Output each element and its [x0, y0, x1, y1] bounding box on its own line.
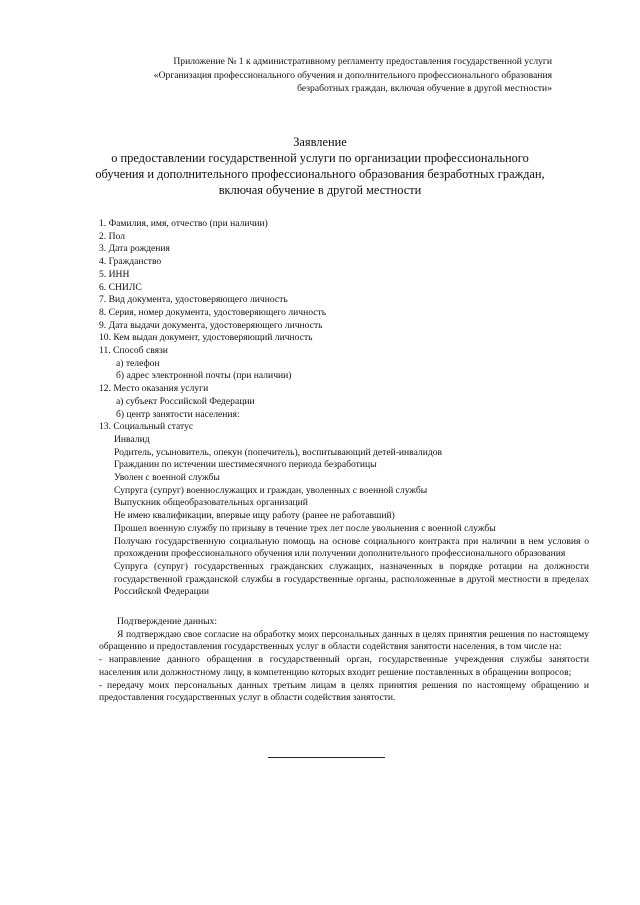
- confirmation-intro: Я подтверждаю свое согласие на обработку моих персональных данных в целях принятия решения по настоящему обращению и предоставления государственных услуг в области содействия занятости населения, в том числе на:: [99, 628, 589, 653]
- application-fields: [99, 218, 589, 599]
- field-id-document-issuer: 10. Кем выдан документ, удостоверяющий личность: [99, 332, 313, 344]
- status-option-social-contract: Получаю государственную социальную помощь на основе социального контракта при наличии в нем условия о прохождении профессионального обучения или получении дополнительного профессионального образования: [114, 535, 589, 560]
- signature-line: [268, 757, 385, 758]
- status-option-discharged-military: Уволен с военной службы: [114, 472, 220, 484]
- field-employment-center: б) центр занятости населения:: [116, 408, 240, 420]
- confirmation-item-1: - направление данного обращения в государственный орган, государственные учреждения службы занятости населения или должностному лицу, в компетенцию которых входит решение поставленных в обращении вопросов;: [99, 654, 589, 678]
- field-federal-subject: а) субъект Российской Федерации: [116, 395, 255, 407]
- title-line-1: о предоставлении государственной услуги по организации профессионального: [111, 151, 529, 165]
- field-email: б) адрес электронной почты (при наличии): [116, 370, 292, 382]
- field-id-document-number: 8. Серия, номер документа, удостоверяющего личность: [99, 306, 327, 318]
- field-inn: 5. ИНН: [99, 268, 130, 280]
- field-service-location: 12. Место оказания услуги: [99, 383, 209, 395]
- appendix-line-1: Приложение № 1 к административному регламенту предоставления государственной услуги: [173, 56, 552, 67]
- field-full-name: 1. Фамилия, имя, отчество (при наличии): [99, 218, 268, 229]
- status-option-conscript-service: Прошел военную службу по призыву в течение трех лет после увольнения с военной службы: [114, 522, 496, 534]
- status-option-civil-servant-spouse: Супруга (супруг) государственных гражданских служащих, назначенных в порядке ротации на должности государственной гражданской службы в государственные органы, расположенные в другой местности в пределах Российской Федерации: [114, 560, 589, 598]
- confirmation-heading: Подтверждение данных:: [117, 616, 218, 627]
- status-option-school-graduate: Выпускник общеобразовательных организаций: [114, 497, 308, 509]
- appendix-line-2: «Организация профессионального обучения и дополнительного профессионального образования: [153, 69, 552, 81]
- title-line-2: обучения и дополнительного профессионального образования безработных граждан,: [95, 167, 545, 181]
- field-id-document-type: 7. Вид документа, удостоверяющего личность: [99, 294, 288, 306]
- field-id-document-date: 9. Дата выдачи документа, удостоверяющего личность: [99, 319, 323, 331]
- document-title: [80, 134, 560, 198]
- confirmation-item-2: - передачу моих персональных данных третьим лицам в целях принятия решения по настоящему обращению и предоставления государственных услуг в области содействия занятости.: [99, 679, 589, 704]
- title-line-3: включая обучение в другой местности: [218, 183, 422, 197]
- field-contact-method: 11. Способ связи: [99, 345, 168, 357]
- field-social-status: 13. Социальный статус: [99, 421, 194, 433]
- field-citizenship: 4. Гражданство: [99, 256, 162, 268]
- status-option-military-spouse: Супруга (супруг) военнослужащих и граждан, уволенных с военной службы: [114, 484, 428, 496]
- status-option-no-qualification: Не имею квалификации, впервые ищу работу (ранее не работавший): [114, 510, 395, 522]
- status-option-parent-of-disabled: Родитель, усыновитель, опекун (попечитель), воспитывающий детей-инвалидов: [114, 446, 443, 458]
- appendix-header: [82, 55, 552, 96]
- field-snils: 6. СНИЛС: [99, 281, 142, 293]
- status-option-long-unemployed: Гражданин по истечении шестимесячного периода безработицы: [114, 459, 377, 471]
- data-confirmation: [99, 616, 589, 705]
- field-birth-date: 3. Дата рождения: [99, 243, 170, 255]
- title-heading: Заявление: [293, 135, 347, 149]
- status-option-disabled: Инвалид: [114, 433, 150, 445]
- appendix-line-3: безработных граждан, включая обучение в другой местности»: [297, 83, 552, 95]
- field-phone: а) телефон: [116, 357, 160, 369]
- field-gender: 2. Пол: [99, 230, 125, 242]
